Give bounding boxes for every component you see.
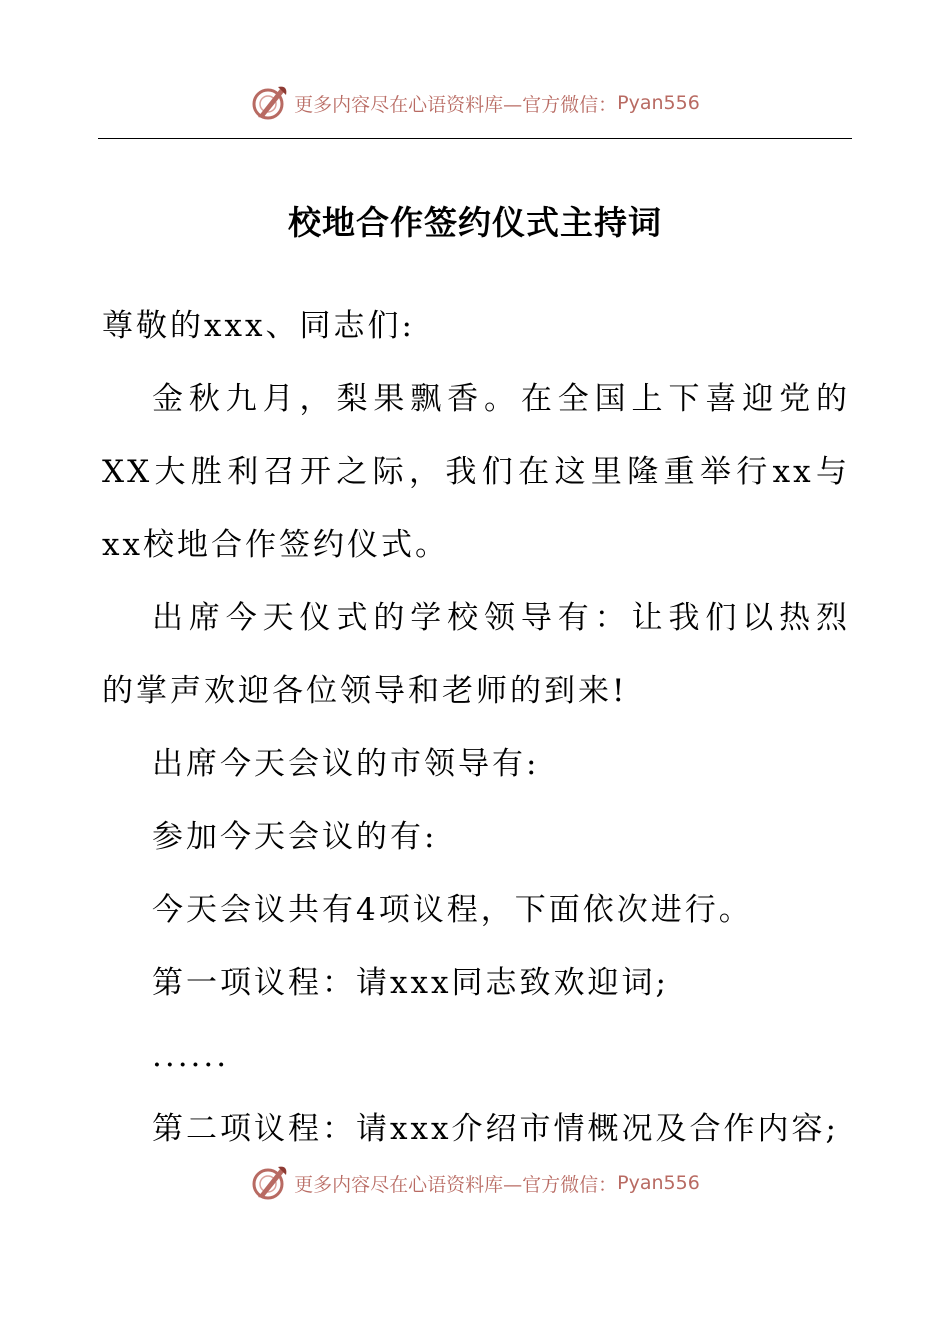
quill-pen-logo-icon: [250, 83, 290, 123]
paragraph-line: 第二项议程：请xxx介绍市情概况及合作内容;: [152, 1111, 839, 1147]
paragraph-line: 出席今天仪式的学校领导有：让我们以热烈: [152, 600, 850, 636]
document-body: [102, 290, 850, 1166]
brand-text: 更多内容尽在心语资料库—官方微信：: [294, 93, 618, 116]
brand-contact: Pyan556: [617, 1172, 700, 1194]
paragraph-line: 的掌声欢迎各位领导和老师的到来!: [102, 673, 628, 709]
brand-text: 更多内容尽在心语资料库—官方微信：: [294, 1173, 618, 1196]
brand-contact: Pyan556: [617, 92, 700, 114]
paragraph-line: xx校地合作签约仪式。: [102, 527, 449, 563]
paragraph-line: 出席今天会议的市领导有:: [152, 746, 540, 782]
paragraph-line: 参加今天会议的有:: [152, 819, 438, 855]
paragraph-line: 今天会议共有4项议程，下面依次进行。: [152, 892, 753, 928]
header-watermark: [0, 78, 950, 128]
header-divider: [98, 138, 852, 139]
paragraph-salutation: 尊敬的xxx、同志们:: [102, 308, 415, 344]
paragraph-line: XX大胜利召开之际，我们在这里隆重举行xx与: [102, 454, 850, 490]
document-title: 校地合作签约仪式主持词: [288, 203, 662, 242]
paragraph-line: 金秋九月，梨果飘香。在全国上下喜迎党的: [152, 381, 850, 417]
quill-pen-logo-icon: [250, 1163, 290, 1203]
paragraph-line: 第一项议程：请xxx同志致欢迎词;: [152, 965, 669, 1001]
paragraph-ellipsis: ......: [152, 1038, 230, 1074]
footer-watermark: [0, 1158, 950, 1208]
